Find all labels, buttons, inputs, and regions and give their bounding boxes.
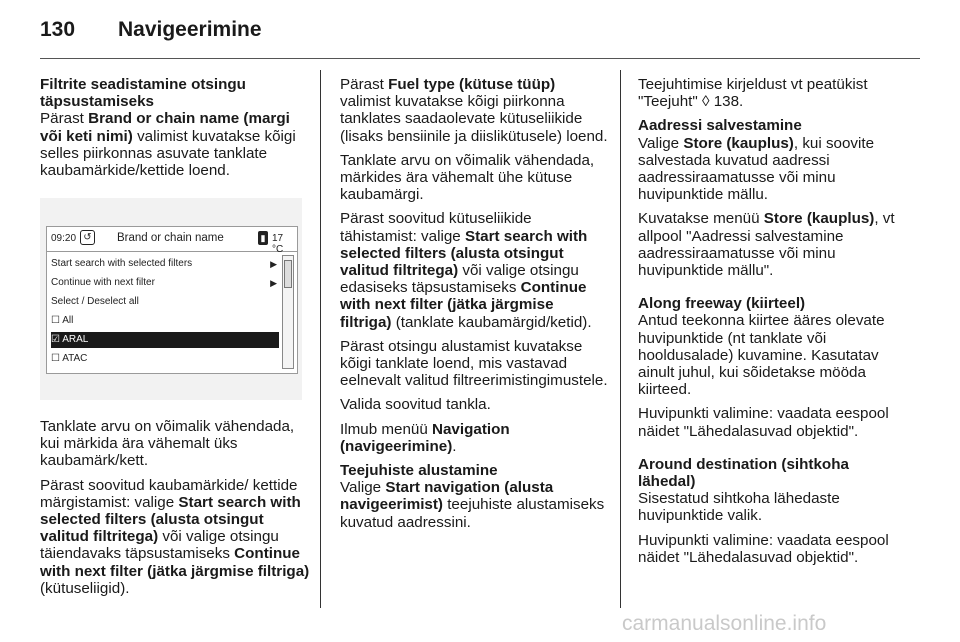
text: (kütuseliigid). <box>40 579 130 597</box>
paragraph <box>340 421 608 455</box>
section-heading-along-freeway: Along freeway (kiirteel) <box>638 295 806 313</box>
menu-term: Start search with selected filters (alusta otsingut valitud filtritega) <box>340 227 588 280</box>
column-1 <box>40 76 312 186</box>
paragraph: Valida soovitud tankla. <box>340 396 491 414</box>
checkbox-label: ☐ All <box>51 315 74 326</box>
text: Valige <box>638 134 684 152</box>
infotainment-screen <box>46 226 298 374</box>
paragraph <box>340 210 608 330</box>
text: Pärast soovitud kaubamärkide/ kettide märgistamist: valige <box>40 476 298 511</box>
checkbox-label: ☑ ARAL <box>51 334 89 345</box>
section-heading-filters: Filtrite seadistamine otsingu täpsustamiseks <box>40 76 246 111</box>
menu-term: Navigation (navigeerimine) <box>340 420 510 455</box>
paragraph <box>638 117 910 203</box>
text: Pärast <box>340 76 389 93</box>
paragraph <box>340 462 608 531</box>
text: Antud teekonna kiirtee ääres olevate huvipunktide (nt tanklate või hooldusalade) kuvamine. Kasutatav ainult juhul, kui sõidetakse mööda kiirteed. <box>638 312 885 399</box>
screen-title: Brand or chain name <box>117 232 224 244</box>
paragraph <box>638 456 910 525</box>
section-heading-start-navigation: Teejuhiste alustamine <box>340 462 498 480</box>
column-3 <box>638 76 910 573</box>
clock: 09:20 <box>51 233 77 244</box>
paragraph <box>638 295 910 398</box>
column-2 <box>340 76 608 538</box>
text: valimist kuvatakse kõigi piirkonna tanklates saadaolevate kütuseliikide (lisaks bensiinile ja diislikütusele) loend. <box>340 93 608 145</box>
checkbox-item-aral[interactable] <box>51 332 279 348</box>
watermark: carmanualsonline.info <box>622 612 827 635</box>
page-header <box>40 18 920 54</box>
paragraph <box>340 76 608 145</box>
checkbox-item-atac[interactable] <box>51 351 279 367</box>
temperature: 17 °C <box>272 233 284 255</box>
menu-term: Start navigation (alusta navigeerimist) <box>340 479 554 514</box>
text: (tanklate kaubamärgid/ketid). <box>391 313 592 331</box>
back-icon[interactable]: ↺ <box>80 230 95 245</box>
scrollbar[interactable] <box>282 255 294 369</box>
text: Pärast soovitud kütuseliikide tähistamist: valige <box>340 210 532 245</box>
menu-term: Continue with next filter (jätka järgmise filtriga) <box>40 545 310 580</box>
menu-item-label: Select / Deselect all <box>51 296 139 307</box>
text: Valige <box>340 479 386 497</box>
menu-item-continue-filter[interactable] <box>51 275 279 291</box>
menu-term: Brand or chain name (margi või keti nimi) <box>40 110 290 145</box>
paragraph: Pärast otsingu alustamist kuvatakse kõigi tanklate loend, mis vastavad eelnevalt valitud filtreerimistingimustele. <box>340 337 608 390</box>
text: Pärast <box>40 110 89 128</box>
section-heading-save-address: Aadressi salvestamine <box>638 117 802 135</box>
text: Kuvatakse menüü <box>638 210 764 228</box>
checkbox-label: ☐ ATAC <box>51 353 88 364</box>
menu-item-label: Continue with next filter <box>51 277 155 288</box>
menu-term: Start search with selected filters (alusta otsingut valitud filtritega) <box>40 493 301 546</box>
chapter-title: Navigeerimine <box>118 18 262 41</box>
arrow-right-icon: ▶ <box>270 259 277 269</box>
paragraph: Teejuhtimise kirjeldust vt peatükist "Teejuht" ◊ 138. <box>638 76 868 111</box>
thermometer-icon: ▮ <box>258 231 268 245</box>
text: teejuhiste alustamiseks kuvatud aadressini. <box>340 496 605 531</box>
menu-item-select-all[interactable] <box>51 294 279 310</box>
section-heading-around-destination: Around destination (sihtkoha lähedal) <box>638 455 849 491</box>
menu-term: Continue with next filter (jätka järgmise filtriga) <box>340 279 587 331</box>
scrollbar-thumb[interactable] <box>284 260 292 288</box>
paragraph: Huvipunkti valimine: vaadata eespool näidet "Lähedalasuvad objektid". <box>638 405 889 440</box>
checkbox-item-all[interactable] <box>51 313 279 329</box>
menu-term: Fuel type (kütuse tüüp) <box>388 76 556 93</box>
text: või valige otsingu täiendavaks täpsustamiseks <box>40 528 279 563</box>
arrow-right-icon: ▶ <box>270 278 277 288</box>
text: , vt allpool "Aadressi salvestamine aadressiraamatusse või minu huvipunktide mällu". <box>638 210 895 280</box>
paragraph: Tanklate arvu on võimalik vähendada, märkides ära vähemalt ühe kütuse kaubamärgi. <box>340 151 595 204</box>
column-divider-2 <box>620 70 621 608</box>
paragraph <box>638 210 910 279</box>
text: , kui soovite salvestada kuvatud aadressi aadressiraamatusse või minu huvipunktide mällu. <box>638 134 875 204</box>
paragraph <box>40 477 312 597</box>
text: Sisestatud sihtkoha lähedaste huvipunktide valik. <box>638 490 840 525</box>
page-number: 130 <box>40 18 76 41</box>
menu-item-label: Start search with selected filters <box>51 258 193 269</box>
menu-term: Store (kauplus) <box>683 134 794 152</box>
menu-item-start-search[interactable] <box>51 256 279 272</box>
header-rule <box>40 58 920 59</box>
menu-term: Store (kauplus) <box>763 210 875 228</box>
column-divider-1 <box>320 70 321 608</box>
screen-figure <box>40 198 302 400</box>
text: Ilmub menüü <box>340 420 433 438</box>
screen-status-bar <box>47 227 297 255</box>
paragraph: Tanklate arvu on võimalik vähendada, kui märkida ära vähemalt üks kaubamärk/kett. <box>40 418 295 470</box>
text: . <box>452 437 457 455</box>
column-1-lower <box>40 418 312 604</box>
text: valimist kuvatakse kõigi selles piirkonnas asuvate tanklate kaubamärkide/kettide loend. <box>40 127 296 180</box>
filter-section-intro <box>40 76 312 179</box>
paragraph: Huvipunkti valimine: vaadata eespool näidet "Lähedalasuvad objektid". <box>638 531 889 566</box>
text: või valige otsingu edasiseks täpsustamiseks <box>340 262 579 297</box>
